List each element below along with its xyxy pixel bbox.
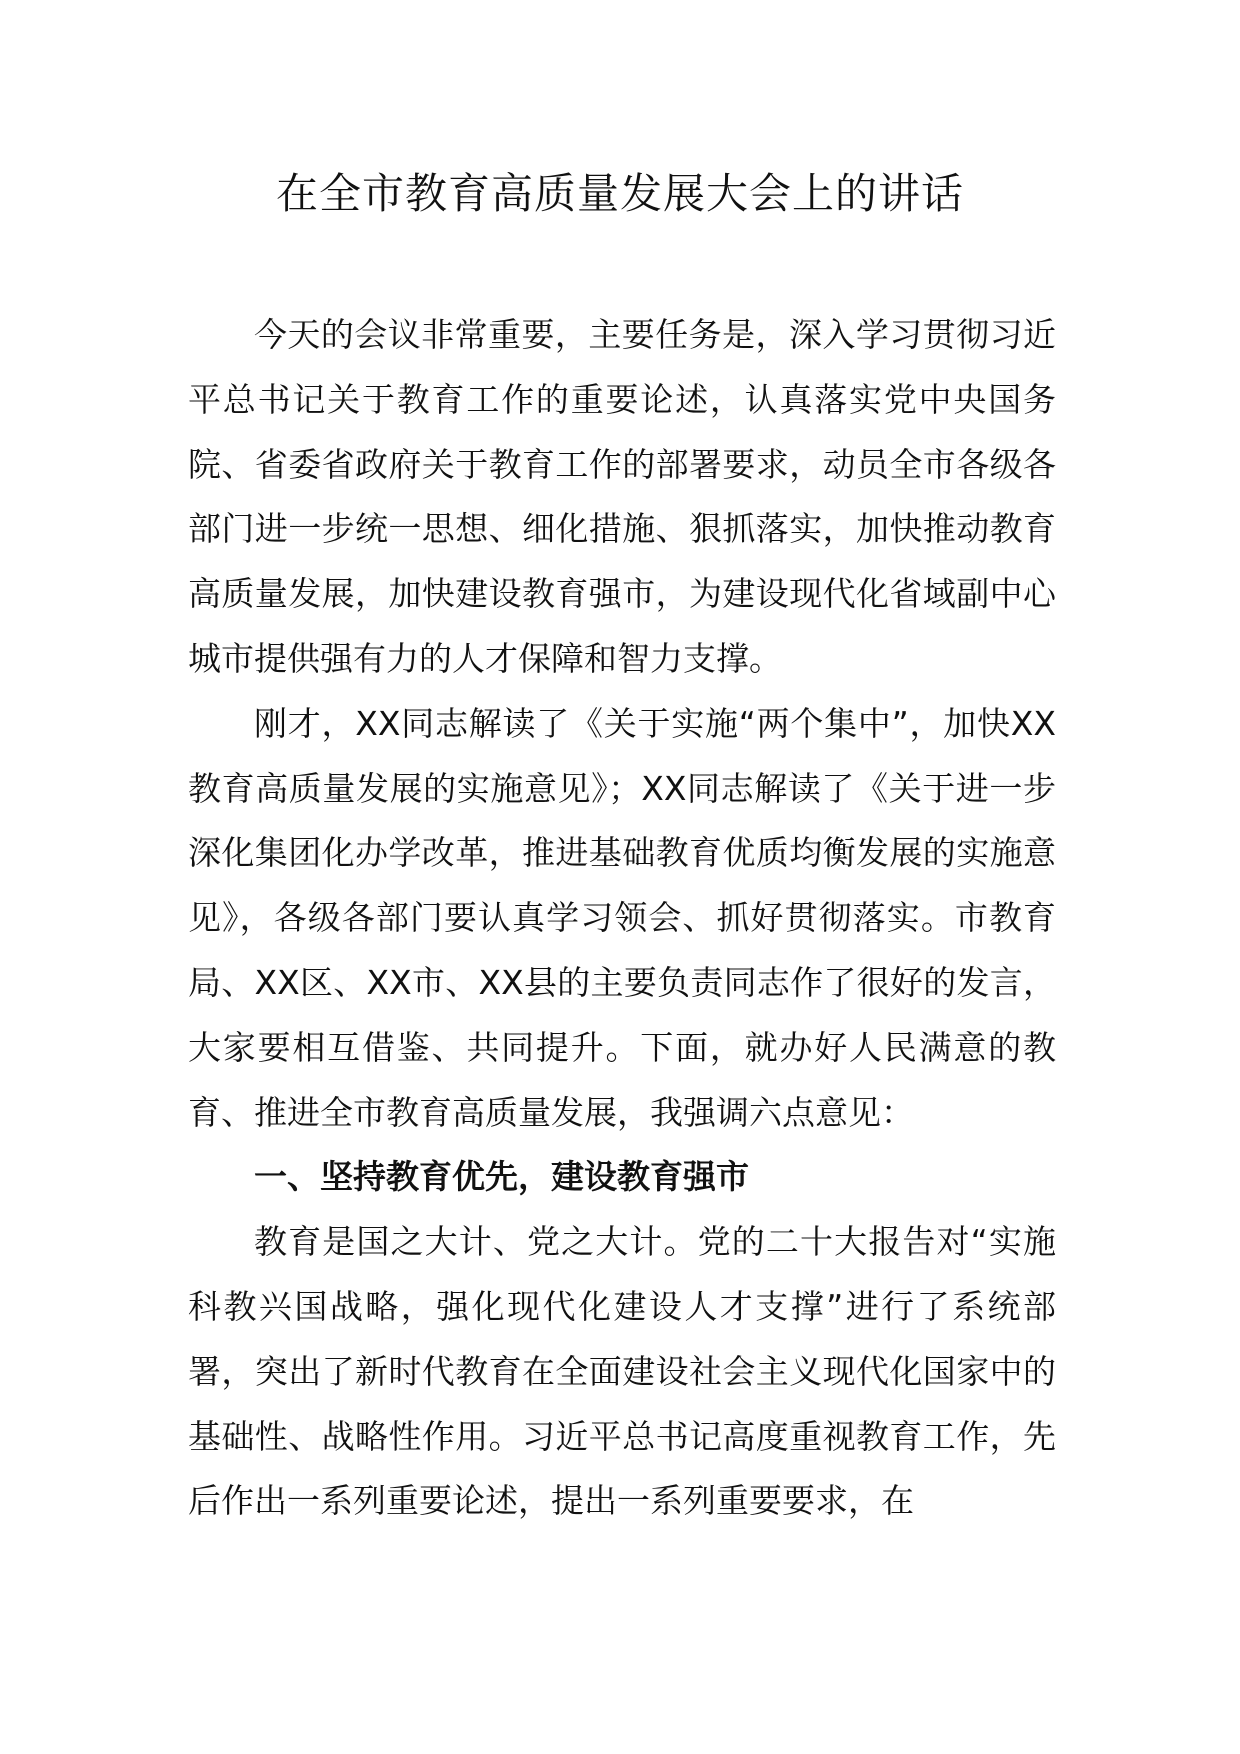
document-title: 在全市教育高质量发展大会上的讲话: [275, 169, 964, 218]
intro-paragraph: 今天的会议非常重要，主要任务是，深入学习贯彻习近平总书记关于教育工作的重要论述，认真落实党中央国务院、省委省政府关于教育工作的部署要求，动员全市各级各部门进一步统一思想、细化措施、狠抓落实，加快推动教育高质量发展，加快建设教育强市，为建设现代化省域副中心城市提供强有力的人才保障和智力支撑。: [188, 315, 1056, 678]
section-heading: 一、坚持教育优先，建设教育强市: [254, 1157, 749, 1197]
context-paragraph: 刚才，XX同志解读了《关于实施“两个集中”，加快XX教育高质量发展的实施意见》；XX同志解读了《关于进一步深化集团化办学改革，推进基础教育优质均衡发展的实施意见》，各级各部门要认真学习领会、抓好贯彻落实。市教育局、XX区、XX市、XX县的主要负责同志作了很好的发言，大家要相互借鉴、共同提升。下面，就办好人民满意的教育、推进全市教育高质量发展，我强调六点意见：: [188, 703, 1056, 1132]
section-paragraph: 教育是国之大计、党之大计。党的二十大报告对“实施科教兴国战略，强化现代化建设人才支撑”进行了系统部署，突出了新时代教育在全面建设社会主义现代化国家中的基础性、战略性作用。习近平总书记高度重视教育工作，先后作出一系列重要论述，提出一系列重要要求，在: [188, 1222, 1056, 1521]
document-body: [188, 303, 1056, 1534]
